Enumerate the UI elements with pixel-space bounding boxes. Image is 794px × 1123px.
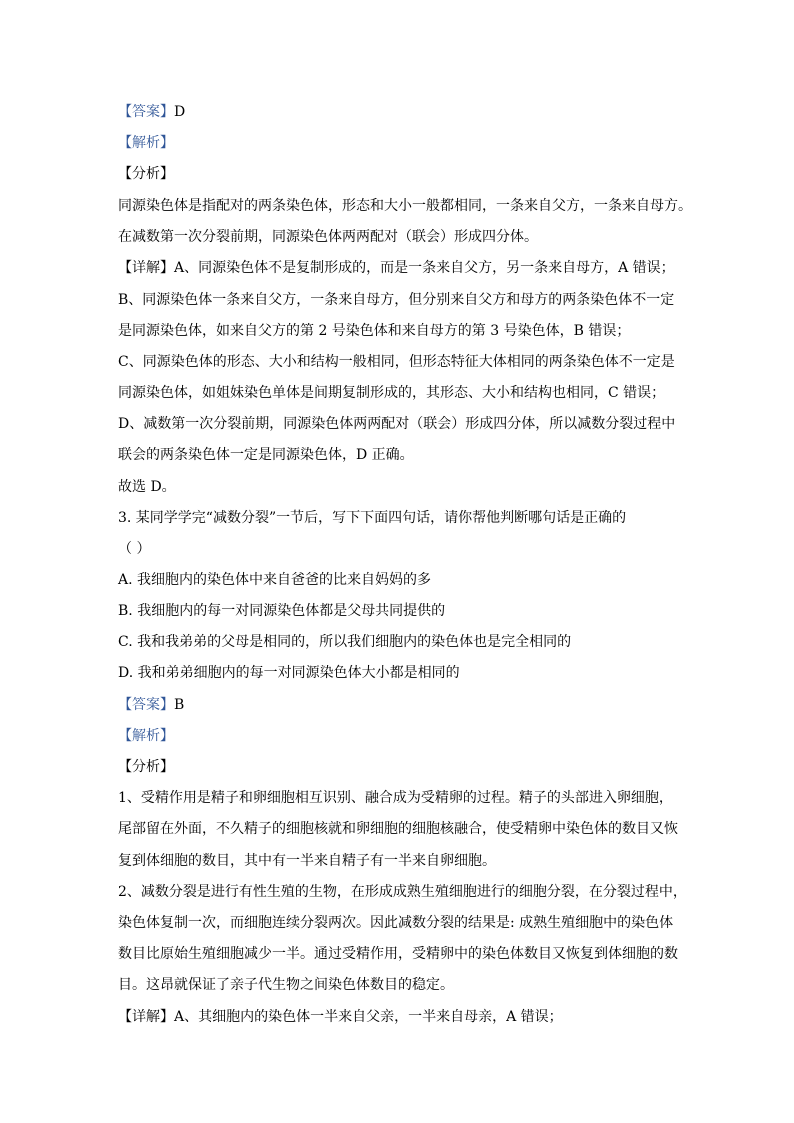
q3-answer-value: B [174,697,185,713]
q3-analysis-line: 染色体复制一次，而细胞连续分裂两次。因此减数分裂的结果是: 成熟生殖细胞中的染色体 [118,915,674,931]
q3-fenxi-heading [118,757,174,777]
detail-tag: 【详解】 [118,1009,174,1025]
q3-analysis-line: 数目比原始生殖细胞减少一半。通过受精作用，受精卵中的染色体数目又恢复到体细胞的数 [118,946,678,962]
q3-option-a: A. 我细胞内的染色体中来自爸爸的比来自妈妈的多 [118,572,432,588]
detail-tag: 【详解】 [118,260,174,276]
q2-detail-line: 联会的两条染色体一定是同源染色体，D 正确。 [118,447,414,463]
q3-analysis-line: 目。这昂就保证了亲子代生物之间染色体数目的稳定。 [118,977,454,993]
q2-conclusion: 故选 D。 [118,479,176,495]
q3-analysis-heading [118,726,174,746]
q2-fenxi-heading [118,164,174,184]
q2-detail-line: B、同源染色体一条来自父方，一条来自母方，但分别来自父方和母方的两条染色体不一定 [118,292,675,308]
q2-detail-first-line: 【详解】A、同源染色体不是复制形成的，而是一条来自父方，另一条来自母方，A 错误； [118,260,675,276]
answer-tag: 【答案】 [118,104,174,120]
analysis-tag: 【解析】 [118,728,174,744]
q2-analysis-line: 在减数第一次分裂前期，同源染色体两两配对（联会）形成四分体。 [118,229,538,245]
q2-analysis-line: 同源染色体是指配对的两条染色体，形态和大小一般都相同，一条来自父方，一条来自母方。 [118,198,692,214]
q2-answer-value: D [174,104,186,120]
answer-tag: 【答案】 [118,697,174,713]
q2-analysis-heading [118,133,174,153]
analysis-tag: 【解析】 [118,135,174,151]
q3-stem-blank: （ ） [118,541,151,557]
q2-detail-line: D、减数第一次分裂前期，同源染色体两两配对（联会）形成四分体，所以减数分裂过程中 [118,416,676,432]
q2-answer-line [118,102,185,122]
q2-detail-line: C、同源染色体的形态、大小和结构一般相同，但形态特征大体相同的两条染色体不一定是 [118,354,675,370]
q3-option-c: C. 我和我弟弟的父母是相同的，所以我们细胞内的染色体也是完全相同的 [118,634,572,650]
q3-detail-first-line: 【详解】A、其细胞内的染色体一半来自父亲，一半来自母亲，A 错误； [118,1009,563,1025]
q3-option-d: D. 我和弟弟细胞内的每一对同源染色体大小都是相同的 [118,665,460,681]
q3-analysis-line: 复到体细胞的数目，其中有一半来自精子有一半来自卵细胞。 [118,853,496,869]
q3-stem: 3. 某同学学完“减数分裂”一节后，写下下面四句话，请你帮他判断哪句话是正确的 [118,510,627,526]
fenxi-tag: 【分析】 [118,166,174,182]
q2-detail-line: 是同源染色体，如来自父方的第 2 号染色体和来自母方的第 3 号染色体，B 错误； [118,323,631,339]
q3-answer-line [118,695,184,715]
q3-analysis-line: 尾部留在外面，不久精子的细胞核就和卵细胞的细胞核融合，使受精卵中染色体的数目又恢 [118,821,678,837]
fenxi-tag: 【分析】 [118,759,174,775]
q3-analysis-line: 1、受精作用是精子和卵细胞相互识别、融合成为受精卵的过程。精子的头部进入卵细胞， [118,790,673,806]
q3-analysis-line: 2、减数分裂是进行有性生殖的生物，在形成成熟生殖细胞进行的细胞分裂，在分裂过程中， [118,884,687,900]
q3-option-b: B. 我细胞内的每一对同源染色体都是父母共同提供的 [118,603,446,619]
q2-detail-line: 同源染色体，如姐妹染色单体是间期复制形成的，其形态、大小和结构也相同，C 错误； [118,385,666,401]
